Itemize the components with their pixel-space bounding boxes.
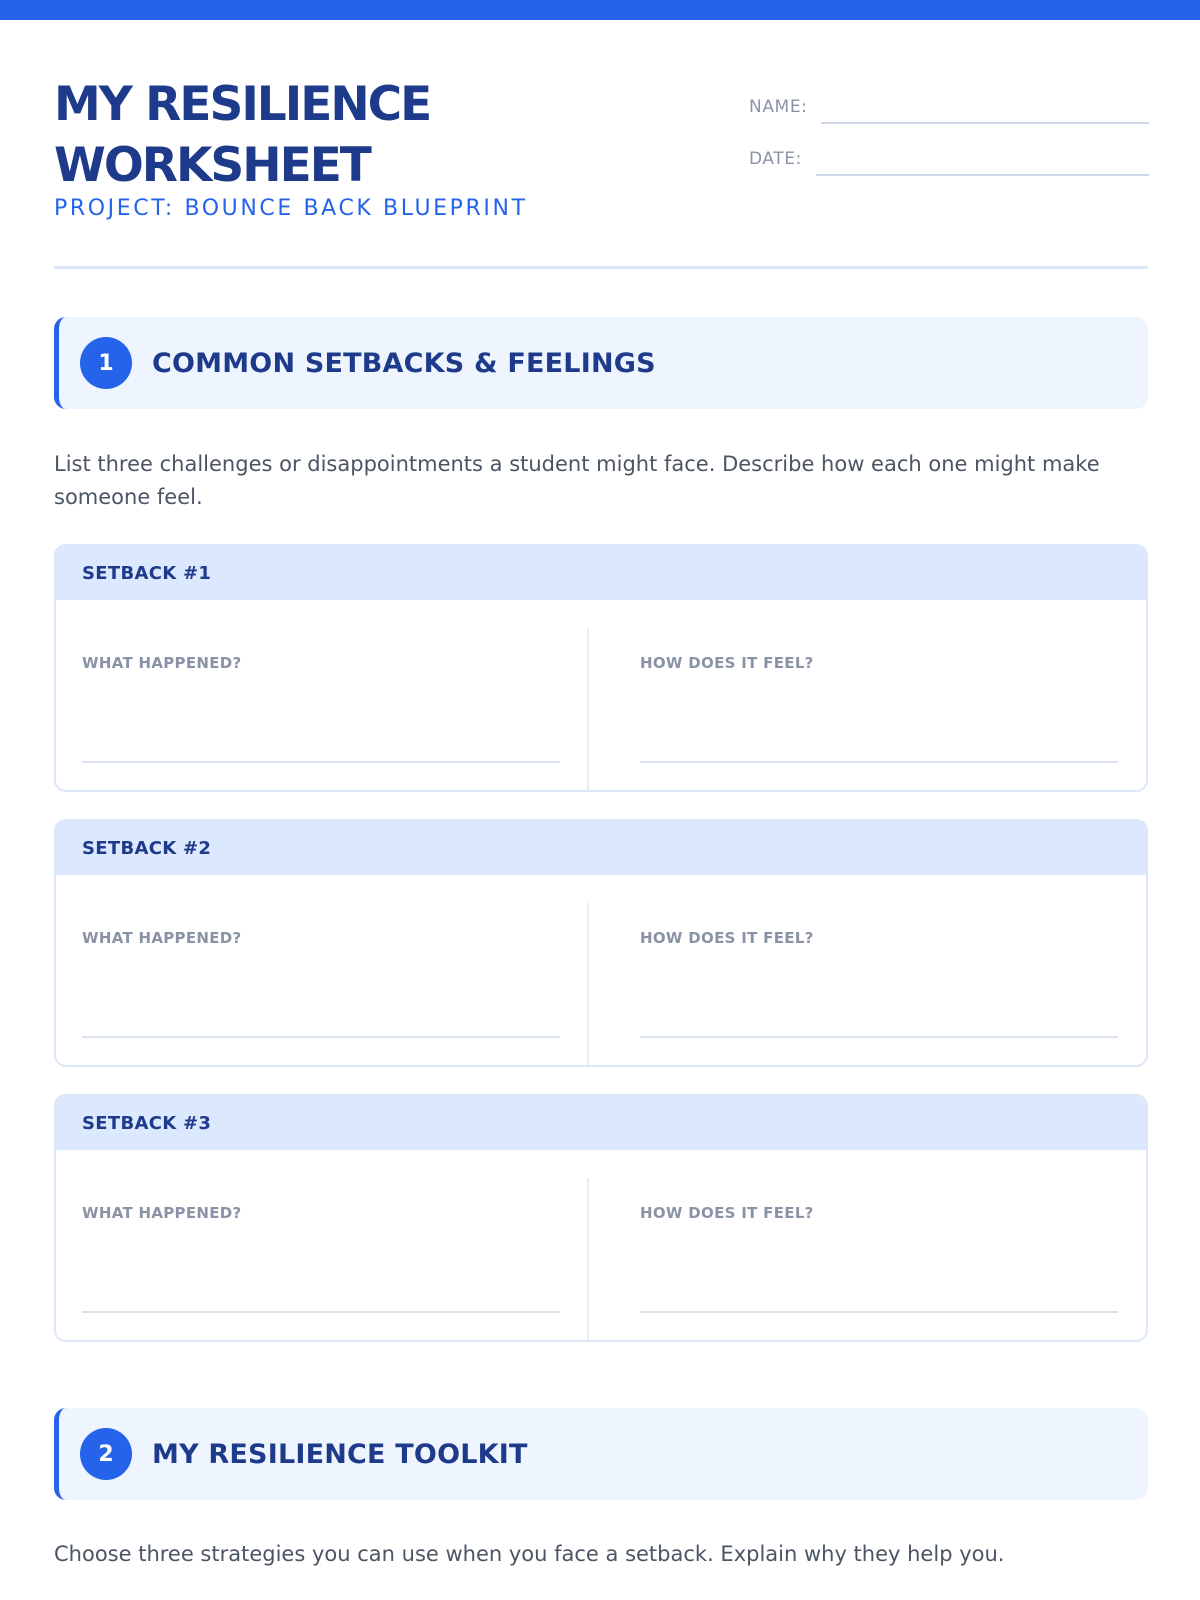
how-does-it-feel-answer-line[interactable]: [640, 761, 1118, 763]
what-happened-answer-line[interactable]: [82, 1036, 560, 1038]
section-title: COMMON SETBACKS & FEELINGS: [152, 347, 656, 379]
what-happened-label: WHAT HAPPENED?: [82, 929, 242, 947]
column-divider: [587, 628, 589, 790]
section-instructions: Choose three strategies you can use when you face a setback. Explain why they help you.: [54, 1542, 1005, 1566]
how-does-it-feel-column: [640, 875, 1118, 1065]
section-instructions: List three challenges or disappointments a student might face. Describe how each one might make someone feel.: [54, 452, 1100, 509]
card-body: [56, 600, 1146, 790]
worksheet-page: [54, 20, 1148, 1571]
how-does-it-feel-answer-line[interactable]: [640, 1036, 1118, 1038]
section-banner-setbacks: [54, 317, 1148, 409]
student-info: [749, 78, 1149, 182]
section-title: MY RESILIENCE TOOLKIT: [152, 1438, 528, 1470]
how-does-it-feel-label: HOW DOES IT FEEL?: [640, 654, 814, 672]
card-title: SETBACK #1: [56, 546, 1146, 600]
column-divider: [587, 1178, 589, 1340]
what-happened-column: [82, 875, 560, 1065]
worksheet-header: [54, 20, 1148, 270]
name-row: [749, 78, 1149, 130]
top-accent-bar: [0, 0, 1200, 20]
what-happened-column: [82, 1150, 560, 1340]
card-title: SETBACK #2: [56, 821, 1146, 875]
how-does-it-feel-column: [640, 1150, 1118, 1340]
column-divider: [587, 903, 589, 1065]
section-number-badge: 1: [80, 337, 132, 389]
card-title: SETBACK #3: [56, 1096, 1146, 1150]
what-happened-label: WHAT HAPPENED?: [82, 654, 242, 672]
setback-card-2: [54, 819, 1148, 1067]
date-label: DATE:: [749, 149, 802, 169]
setback-card-3: [54, 1094, 1148, 1342]
setback-card-1: [54, 544, 1148, 792]
card-body: [56, 1150, 1146, 1340]
name-field[interactable]: [821, 121, 1149, 124]
card-body: [56, 875, 1146, 1065]
how-does-it-feel-column: [640, 600, 1118, 790]
what-happened-answer-line[interactable]: [82, 1311, 560, 1313]
date-row: [749, 130, 1149, 182]
date-field[interactable]: [816, 173, 1149, 176]
worksheet-title: MY RESILIENCE WORKSHEET: [54, 77, 431, 193]
header-divider: [54, 266, 1148, 269]
what-happened-answer-line[interactable]: [82, 761, 560, 763]
how-does-it-feel-label: HOW DOES IT FEEL?: [640, 929, 814, 947]
how-does-it-feel-answer-line[interactable]: [640, 1311, 1118, 1313]
project-subtitle: PROJECT: BOUNCE BACK BLUEPRINT: [54, 196, 528, 221]
section-number-badge: 2: [80, 1428, 132, 1480]
how-does-it-feel-label: HOW DOES IT FEEL?: [640, 1204, 814, 1222]
name-label: NAME:: [749, 97, 808, 117]
what-happened-label: WHAT HAPPENED?: [82, 1204, 242, 1222]
what-happened-column: [82, 600, 560, 790]
section-banner-toolkit: [54, 1408, 1148, 1500]
